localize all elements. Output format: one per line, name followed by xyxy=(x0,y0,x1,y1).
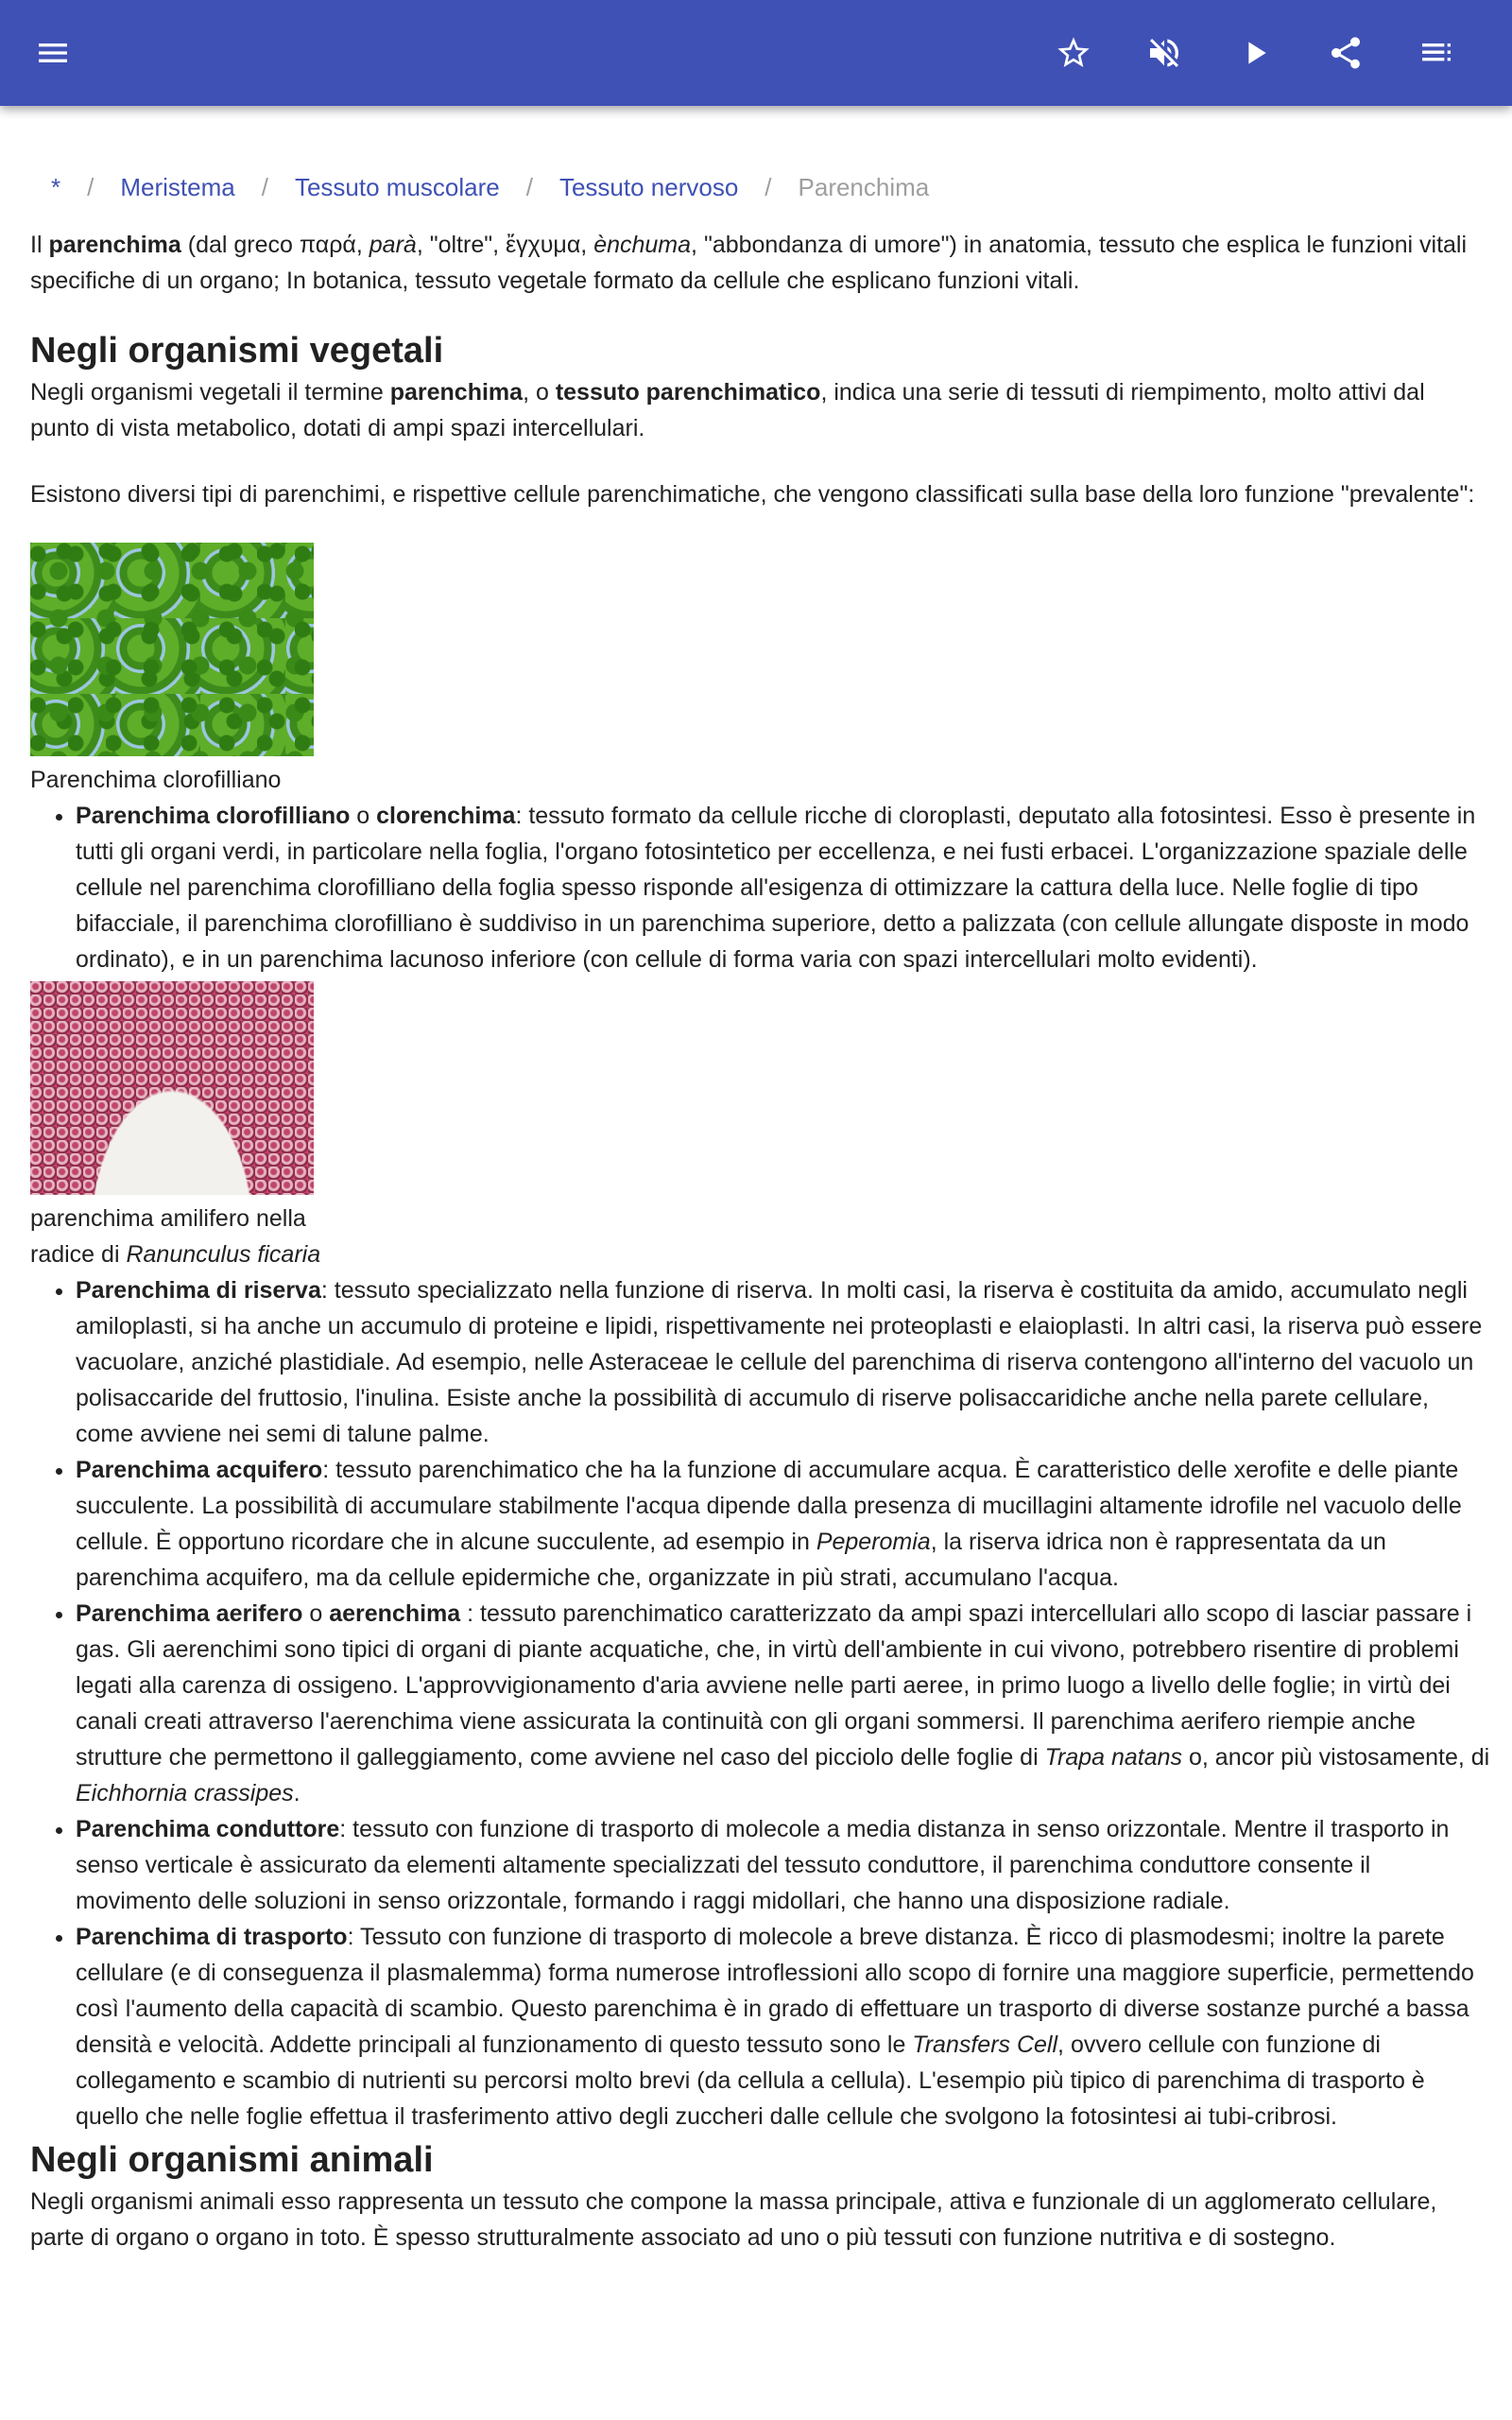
figure-clorofilliano xyxy=(30,543,1490,798)
list-item xyxy=(76,1272,1490,1452)
play-button[interactable] xyxy=(1228,26,1281,79)
article xyxy=(30,161,1490,2286)
bold-term: Parenchima conduttore xyxy=(76,1816,340,1842)
text-run: Il xyxy=(30,232,49,258)
mute-button[interactable] xyxy=(1138,26,1191,79)
breadcrumb-separator: / xyxy=(525,173,533,201)
text-run: : tessuto parenchimatico caratterizzato da ampi spazi intercellulari allo scopo di lasciar passare i gas. Gli aerenchimi sono tipici di organi di piante acquatiche, che, in virtù dell'ambiente in cui vivono, potrebbero risentire di problemi legati alla carenza di ossigeno. L'approvvigionamento d'aria avviene nelle parti aeree, in primo luogo a livello delle foglie; in virtù dei canali creati attraverso l'aerenchima viene assicurata la continuità con gli organi sommersi. Il parenchima aerifero riempie anche strutture che permettono il galleggiamento, come avviene nel caso del picciolo delle foglie di xyxy=(76,1600,1472,1771)
list-item xyxy=(76,1919,1490,2135)
section-heading-vegetali: Negli organismi vegetali xyxy=(30,331,444,371)
text-run: : tessuto con funzione di trasporto di molecole a media distanza in senso orizzontale. Mentre il trasporto in senso verticale è assicurato da elementi altamente specializzati del tessuto conduttore, il parenchima conduttore consente il movimento delle soluzioni in senso orizzontale, formando i raggi midollari, che hanno una disposizione radiale. xyxy=(76,1816,1450,1914)
list-item xyxy=(76,1452,1490,1596)
text-run: , ovvero cellule con funzione di collegamento e scambio di nutrienti su percorsi molto brevi (da cellula a cellula). L'esempio più tipico di parenchima di trasporto è quello che nelle foglie effettua il trasferimento attivo degli zuccheri dalle cellule che svolgono la fotosintesi ai tubi-cribrosi. xyxy=(76,2031,1425,2130)
paragraph xyxy=(30,476,1490,512)
breadcrumb-separator: / xyxy=(261,173,268,201)
bold-term: aerenchima xyxy=(329,1600,461,1627)
figure-caption xyxy=(30,762,323,798)
bold-term: tessuto parenchimatico xyxy=(555,379,821,406)
list-item xyxy=(76,1596,1490,1811)
section-heading-animali: Negli organismi animali xyxy=(30,2140,434,2180)
text-run: parenchima amilifero nella radice di xyxy=(30,1205,306,1268)
text-run: : tessuto parenchimatico che ha la funzione di accumulare acqua. È caratteristico delle xerofite e delle piante succulente. La possibilità di accumulare stabilmente l'acqua dipende dalla presenza di mucillagini altamente idrofile nel vacuolo delle cellule. È opportuno ricordare che in alcune succulente, ad esempio in xyxy=(76,1457,1462,1555)
bold-term: parenchima xyxy=(389,379,524,406)
italic-text: Transfers Cell xyxy=(912,2031,1058,2058)
volume-off-icon xyxy=(1145,34,1183,72)
text-run: o, ancor più vistosamente, di xyxy=(1182,1744,1490,1771)
favorite-button[interactable] xyxy=(1047,26,1100,79)
figure-amilifero xyxy=(30,981,1490,1272)
menu-icon xyxy=(34,34,72,72)
italic-text: Eichhornia crassipes xyxy=(76,1780,294,1806)
list-item xyxy=(76,798,1490,977)
share-button[interactable] xyxy=(1319,26,1372,79)
italic-text: ènchuma xyxy=(593,232,692,258)
text-run: o xyxy=(302,1600,330,1627)
breadcrumb xyxy=(30,161,1490,214)
list-item xyxy=(76,1811,1490,1919)
text-run: , la riserva idrica non è rappresentata da un parenchima acquifero, ma da cellule epidermiche che, organizzate in più strati, accumulano l'acqua. xyxy=(76,1529,1386,1591)
text-run: : Tessuto con funzione di trasporto di molecole a breve distanza. È ricco di plasmodesmi; inoltre la parete cellulare (e di conseguenza il plasmalemma) forma numerose introflessioni allo scopo di fornire una maggiore superficie, permettendo così l'aumento della capacità di scambio. Questo parenchima è in grado di effettuare un trasporto di diverse sostanze purché a bassa densità e velocità. Addette principali al funzionamento di questo tessuto sono le xyxy=(76,1924,1474,2058)
contents-button[interactable] xyxy=(1410,26,1463,79)
share-icon xyxy=(1327,34,1365,72)
star-icon xyxy=(1055,34,1092,72)
app-toolbar xyxy=(0,0,1512,106)
text-run: , indica una serie di tessuti di riempimento, molto attivi dal punto di vista metabolico, dotati di ampi spazi intercellulari. xyxy=(30,379,1425,441)
playlist-icon xyxy=(1418,34,1455,72)
breadcrumb-tessuto-nervoso[interactable]: Tessuto nervoso xyxy=(558,173,739,201)
text-run: (dal greco παρά, xyxy=(180,232,369,258)
text-run: , "oltre", ἔγχυμα, xyxy=(416,232,594,258)
parenchima-clorofilliano-image[interactable] xyxy=(30,543,314,756)
breadcrumb-separator: / xyxy=(765,173,772,201)
bold-term: Parenchima di riserva xyxy=(76,1277,321,1304)
menu-button[interactable] xyxy=(26,26,79,79)
italic-text: parà xyxy=(369,232,417,258)
breadcrumb-tessuto-muscolare[interactable]: Tessuto muscolare xyxy=(294,173,500,201)
text-run: , "abbondanza di umore") in anatomia, tessuto che esplica le funzioni vitali specifiche di un organo; In botanica, tessuto vegetale formato da cellule che esplicano funzioni vitali. xyxy=(30,232,1468,294)
bold-term: Parenchima di trasporto xyxy=(76,1924,348,1950)
bold-term: Parenchima aerifero xyxy=(76,1600,303,1627)
breadcrumb-meristema[interactable]: Meristema xyxy=(120,173,235,201)
text-run: Negli organismi vegetali il termine xyxy=(30,379,390,406)
italic-text: Ranunculus ficaria xyxy=(126,1241,321,1268)
text-run: Esistono diversi tipi di parenchimi, e rispettive cellule parenchimatiche, che vengono classificati sulla base della loro funzione "prevalente": xyxy=(30,481,1475,508)
play-icon xyxy=(1236,34,1274,72)
text-run: : tessuto specializzato nella funzione di riserva. In molti casi, la riserva è costituita da amido, accumulato negli amiloplasti, si ha anche un accumulo di proteine e lipidi, rispettivamente nei proteoplasti e elaioplasti. In altri casi, la riserva può essere vacuolare, anziché plastidiale. Ad esempio, nelle Asteraceae le cellule del parenchima di riserva contengono all'interno del vacuolo un polisaccaride del fruttosio, l'inulina. Esiste anche la possibilità di accumulo di riserve polisaccaridiche anche nella parete cellulare, come avviene nei semi di talune palme. xyxy=(76,1277,1483,1447)
text-run: , o xyxy=(523,379,556,406)
italic-text: Peperomia xyxy=(816,1529,931,1555)
parenchima-amilifero-image[interactable] xyxy=(30,981,314,1195)
text-run: . xyxy=(293,1780,301,1806)
paragraph xyxy=(30,2184,1490,2256)
breadcrumb-home[interactable]: * xyxy=(51,173,61,201)
figure-caption xyxy=(30,1201,323,1272)
text-run: o xyxy=(350,803,377,829)
text-run: Parenchima clorofilliano xyxy=(30,767,282,793)
intro-paragraph xyxy=(30,227,1490,299)
text-run: Negli organismi animali esso rappresenta un tessuto che compone la massa principale, attiva e funzionale di un agglomerato cellulare, parte di organo o organo in toto. È spesso strutturalmente associato ad uno o più tessuti con funzione nutritiva e di sostegno. xyxy=(30,2188,1437,2251)
text-run: : tessuto formato da cellule ricche di cloroplasti, deputato alla fotosintesi. Esso è presente in tutti gli organi verdi, in particolare nella foglia, l'organo fotosintetico per eccellenza, e nei fusti erbacei. L'organizzazione spaziale delle cellule nel parenchima clorofilliano della foglia spesso risponde all'esigenza di ottimizzare la cattura della luce. Nelle foglie di tipo bifacciale, il parenchima clorofilliano è suddiviso in un parenchima superiore, detto a palizzata (con cellule allungate disposte in modo ordinato), e in un parenchima lacunoso inferiore (con cellule di forma varia con spazi intercellulari molto evidenti). xyxy=(76,803,1476,973)
tissue-list xyxy=(30,1272,1490,2135)
bold-term: Parenchima acquifero xyxy=(76,1457,323,1483)
bold-term: parenchima xyxy=(48,232,181,258)
breadcrumb-current: Parenchima xyxy=(798,173,930,201)
paragraph xyxy=(30,374,1490,446)
breadcrumb-separator: / xyxy=(87,173,94,201)
bold-term: clorenchima xyxy=(376,803,516,829)
bold-term: Parenchima clorofilliano xyxy=(76,803,351,829)
tissue-list xyxy=(30,798,1490,977)
italic-text: Trapa natans xyxy=(1044,1744,1183,1771)
